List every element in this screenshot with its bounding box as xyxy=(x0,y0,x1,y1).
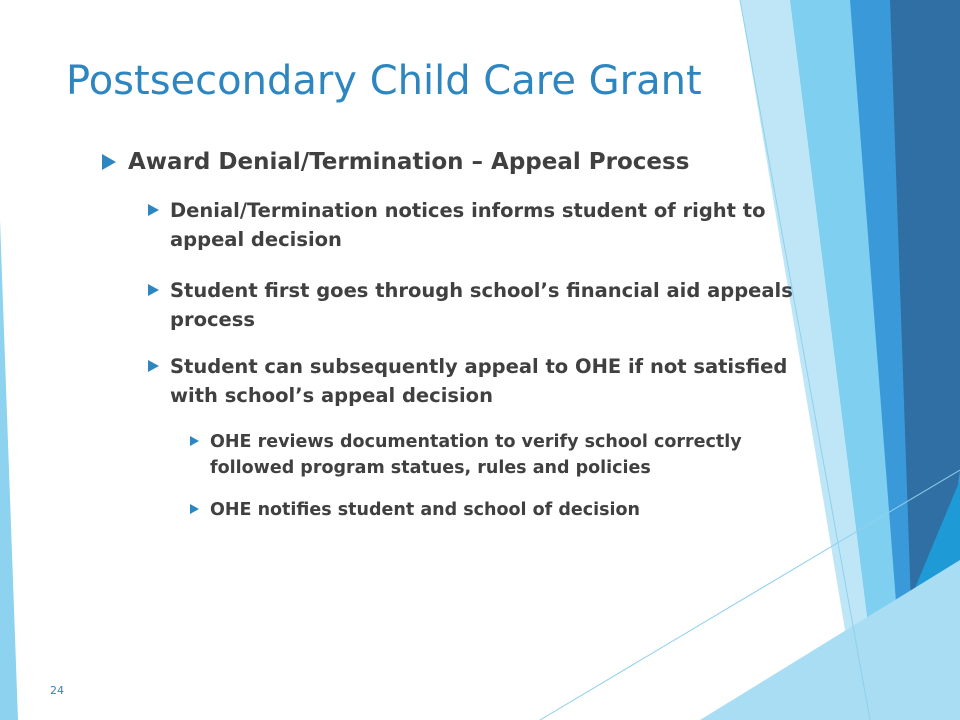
bullet-level2-ohe-appeal xyxy=(148,352,848,410)
bullet-level3-ohe-reviews xyxy=(190,429,830,481)
bullet-text: OHE reviews documentation to verify school correctly followed program statues, rules and policies xyxy=(210,432,742,478)
arrow-bullet-icon xyxy=(148,360,159,372)
arrow-bullet-icon xyxy=(190,436,199,446)
arrow-bullet-icon xyxy=(102,154,116,170)
bullet-text: Student can subsequently appeal to OHE if not satisfied with school’s appeal decision xyxy=(170,355,788,407)
bullet-level1-appeal-process xyxy=(102,147,802,177)
arrow-bullet-icon xyxy=(148,204,159,216)
bullet-text: Student first goes through school’s financial aid appeals process xyxy=(170,279,793,331)
arrow-bullet-icon xyxy=(190,504,199,514)
slide-title: Postsecondary Child Care Grant xyxy=(66,58,702,104)
bullet-text: Award Denial/Termination – Appeal Process xyxy=(128,149,690,175)
arrow-bullet-icon xyxy=(148,284,159,296)
bullet-text: OHE notifies student and school of decision xyxy=(210,500,640,520)
bullet-level3-ohe-notifies xyxy=(190,497,830,523)
bullet-level2-notices xyxy=(148,196,848,254)
page-number: 24 xyxy=(50,684,64,697)
bullet-text: Denial/Termination notices informs student of right to appeal decision xyxy=(170,199,766,251)
bullet-level2-school-appeals xyxy=(148,276,848,334)
